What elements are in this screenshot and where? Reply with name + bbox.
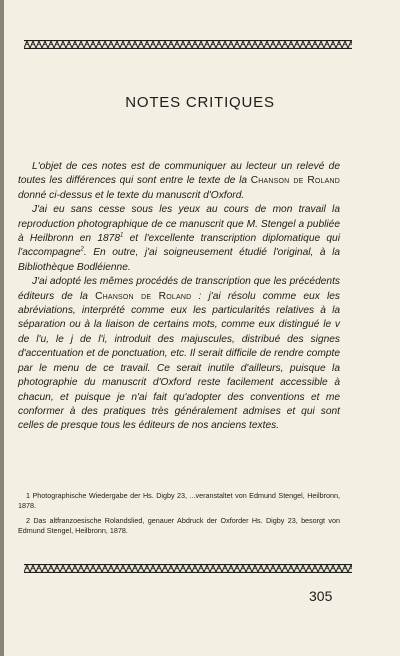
work-title: Chanson de Roland bbox=[95, 290, 192, 302]
paragraph-text: J'ai eu sans cesse sous les yeux au cours de mon travail la reproduction photographique de ce manuscrit que M. Stengel a publiée à Heilbronn en 1878 bbox=[18, 204, 340, 245]
footnote-ref: 1 bbox=[120, 232, 124, 239]
paragraph-text: et l'excellente transcription diplomatique qui l'accompagne bbox=[18, 233, 340, 259]
paragraph-text: J'ai adopté les mêmes procédés de transcription que les précédents éditeurs de la bbox=[18, 276, 340, 302]
footnote: 1 Photographische Wiedergabe der Hs. Digby 23, ...veranstaltet von Edmund Stengel, Heilbronn, 1878. bbox=[18, 491, 340, 511]
page-number: 305 bbox=[309, 588, 333, 604]
paragraph bbox=[18, 160, 340, 203]
paragraph bbox=[18, 275, 340, 433]
footnote-ref: 2 bbox=[80, 247, 84, 254]
footnote: 2 Das altfranzoesische Rolandslied, genauer Abdruck der Oxforder Hs. Digby 23, besorgt von Edmund Stengel, Heilbronn, 1878. bbox=[18, 515, 340, 536]
paragraph-text: donné ci-dessus et le texte du manuscrit d'Oxford. bbox=[18, 189, 245, 201]
zigzag-ornament-top bbox=[24, 40, 352, 49]
paragraph-text: L'objet de ces notes est de communiquer au lecteur un relevé de toutes les différences qui sont entre le texte de la bbox=[18, 161, 340, 187]
paragraph-text: : j'ai résolu comme eux les abréviations, interprété comme eux les particularités relatives à la séparation ou à la liaison de certains mots, comme eux distingué le v de l'u, le j de l'i, introduit des majuscules, distribué des signes d'accentuation et de ponctuation, etc. Il serait difficile de rendre compte par le menu de ce travail. Ce serait inutile d'ailleurs, puisque la photographie du manuscrit d'Oxford reste facilement accessible à chacun, et puisque je n'ai fait qu'adopter des conventions et me conformer à des pratiques très généralement admises et qui sont celles de presque tous les éditeurs de nos anciens textes. bbox=[18, 290, 341, 432]
zigzag-ornament-bottom bbox=[24, 564, 352, 573]
work-title: Chanson de Roland bbox=[250, 175, 340, 187]
footnotes bbox=[18, 491, 340, 541]
page-title: NOTES CRITIQUES bbox=[125, 94, 275, 111]
paragraph-text: . En outre, j'ai soigneusement étudié l'original, à la Bibliothèque Bodléienne. bbox=[18, 247, 340, 273]
body-text bbox=[18, 160, 340, 434]
paragraph bbox=[18, 203, 340, 275]
